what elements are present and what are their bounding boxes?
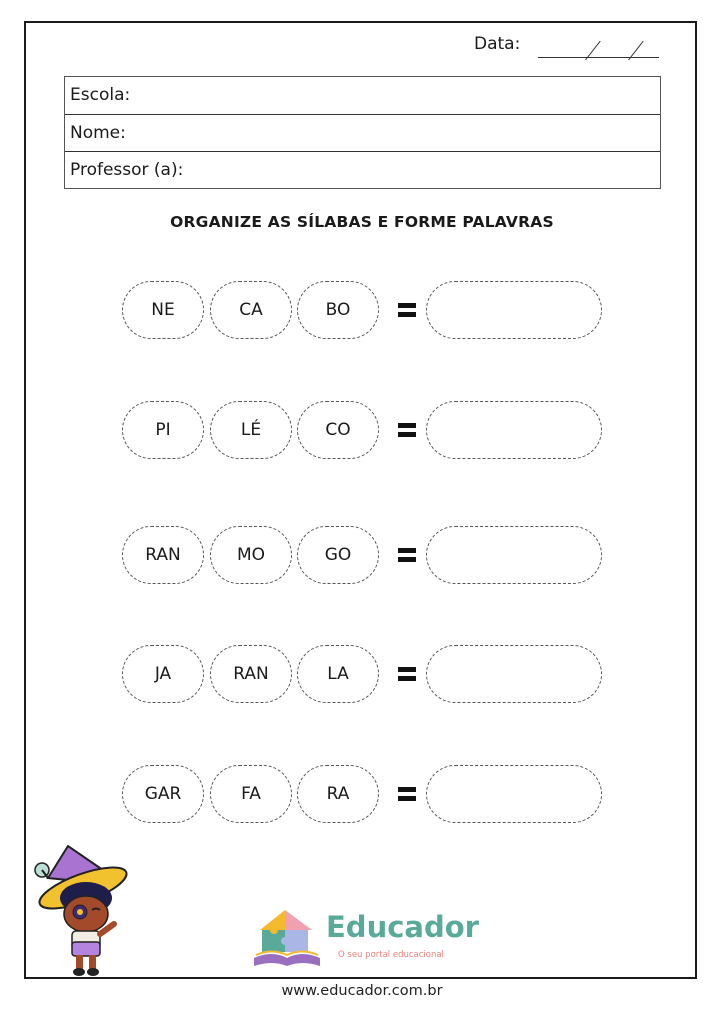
syllable: GAR xyxy=(122,765,204,823)
syllable: GO xyxy=(297,526,379,584)
syllable: RAN xyxy=(210,645,292,703)
teacher-field[interactable]: Professor (a): xyxy=(65,151,660,188)
syllable: RA xyxy=(297,765,379,823)
name-field[interactable]: Nome: xyxy=(65,114,660,151)
syllable: BO xyxy=(297,281,379,339)
school-field[interactable]: Escola: xyxy=(70,85,131,105)
syllable: LA xyxy=(297,645,379,703)
syllable: JA xyxy=(122,645,204,703)
syllable: PI xyxy=(122,401,204,459)
logo-name: Educador xyxy=(326,910,479,944)
syllable: RAN xyxy=(122,526,204,584)
wizard-kid-mascot-icon xyxy=(28,838,133,978)
syllable: LÉ xyxy=(210,401,292,459)
exercise-row xyxy=(122,765,604,823)
exercise-row xyxy=(122,401,604,459)
logo-tagline: O seu portal educacional xyxy=(338,950,444,960)
answer-box[interactable] xyxy=(426,281,602,339)
answer-box[interactable] xyxy=(426,526,602,584)
syllable: MO xyxy=(210,526,292,584)
syllable: FA xyxy=(210,765,292,823)
footer-url[interactable]: www.educador.com.br xyxy=(281,983,443,999)
equals-icon xyxy=(398,418,418,438)
student-info-table xyxy=(64,76,661,189)
syllable: CA xyxy=(210,281,292,339)
answer-box[interactable] xyxy=(426,401,602,459)
date-field[interactable] xyxy=(538,57,659,58)
exercise-row xyxy=(122,526,604,584)
syllable: NE xyxy=(122,281,204,339)
syllable: CO xyxy=(297,401,379,459)
page-title: ORGANIZE AS SÍLABAS E FORME PALAVRAS xyxy=(170,213,554,231)
answer-box[interactable] xyxy=(426,645,602,703)
date-label: Data: xyxy=(474,34,521,54)
exercise-row xyxy=(122,281,604,339)
equals-icon xyxy=(398,782,418,802)
puzzle-house-book-icon xyxy=(252,908,322,970)
equals-icon xyxy=(398,662,418,682)
equals-icon xyxy=(398,298,418,318)
educador-logo xyxy=(252,908,479,970)
equals-icon xyxy=(398,543,418,563)
exercise-row xyxy=(122,645,604,703)
answer-box[interactable] xyxy=(426,765,602,823)
